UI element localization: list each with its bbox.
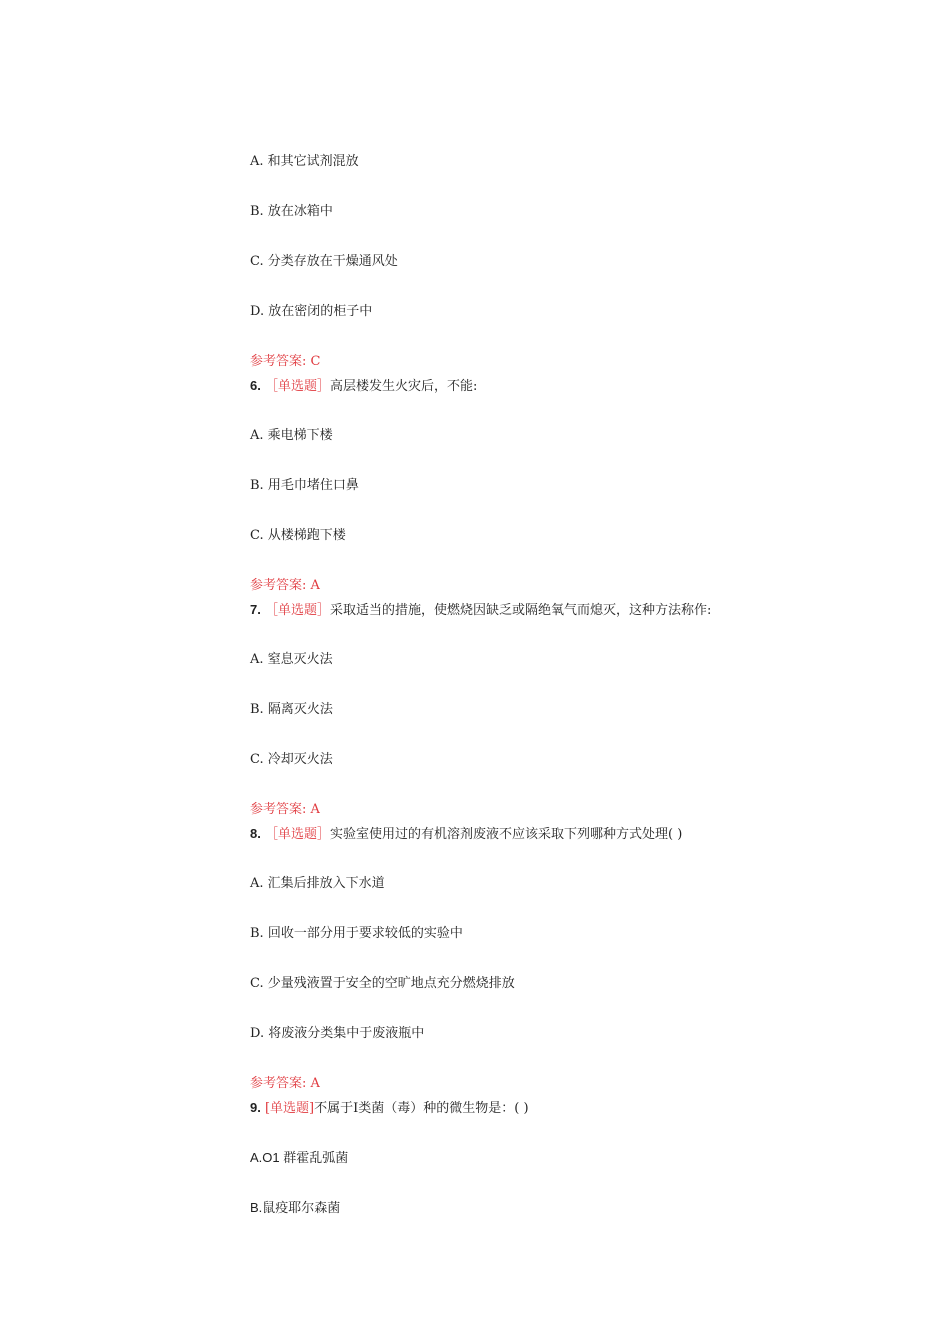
q6-answer: 参考答案: A — [250, 578, 320, 593]
q8-option-a: A. 汇集后排放入下水道 — [250, 876, 385, 891]
q7-question — [250, 602, 711, 619]
q6-type-tag: ［单选题］ — [264, 379, 330, 394]
q9-option-b: B.鼠疫耶尔森菌 — [250, 1200, 341, 1215]
q7-number: 7. — [250, 602, 261, 617]
q7-option-b: B. 隔离灭火法 — [250, 702, 333, 717]
q9-number: 9. — [250, 1100, 261, 1115]
q8-question — [250, 826, 682, 843]
q8-text: 实验室使用过的有机溶剂废液不应该采取下列哪种方式处理( ) — [330, 827, 683, 842]
q9-option-a: A.O1 群霍乱弧菌 — [250, 1150, 349, 1165]
q6-option-a: A. 乘电梯下楼 — [250, 428, 333, 443]
q6-option-c: C. 从楼梯跑下楼 — [250, 528, 346, 543]
q7-option-c: C. 冷却灭火法 — [250, 752, 333, 767]
q8-type-tag: ［单选题］ — [264, 827, 330, 842]
q8-answer: 参考答案: A — [250, 1076, 320, 1091]
q8-option-c: C. 少量残液置于安全的空旷地点充分燃烧排放 — [250, 976, 515, 991]
q5-option-a: A. 和其它试剂混放 — [250, 154, 359, 169]
q6-question — [250, 378, 477, 395]
q7-type-tag: ［单选题］ — [264, 603, 330, 618]
q5-option-b: B. 放在冰箱中 — [250, 204, 333, 219]
q8-option-b: B. 回收一部分用于要求较低的实验中 — [250, 926, 463, 941]
q9-type-tag: [单选题] — [264, 1101, 315, 1116]
q6-text: 高层楼发生火灾后，不能: — [330, 379, 478, 394]
q7-answer: 参考答案: A — [250, 802, 320, 817]
q8-option-d: D. 将废液分类集中于废液瓶中 — [250, 1026, 425, 1041]
q6-option-b: B. 用毛巾堵住口鼻 — [250, 478, 359, 493]
q8-number: 8. — [250, 826, 261, 841]
q5-option-d: D. 放在密闭的柜子中 — [250, 304, 373, 319]
q7-text: 采取适当的措施，使燃烧因缺乏或隔绝氧气而熄灭，这种方法称作: — [330, 603, 712, 618]
q6-number: 6. — [250, 378, 261, 393]
q9-question — [250, 1100, 529, 1117]
q5-answer: 参考答案: C — [250, 354, 321, 369]
q5-option-c: C. 分类存放在干燥通风处 — [250, 254, 398, 269]
q7-option-a: A. 窒息灭火法 — [250, 652, 333, 667]
q9-text: 不属于Ⅰ类菌（毒）种的微生物是：( ) — [314, 1101, 529, 1116]
